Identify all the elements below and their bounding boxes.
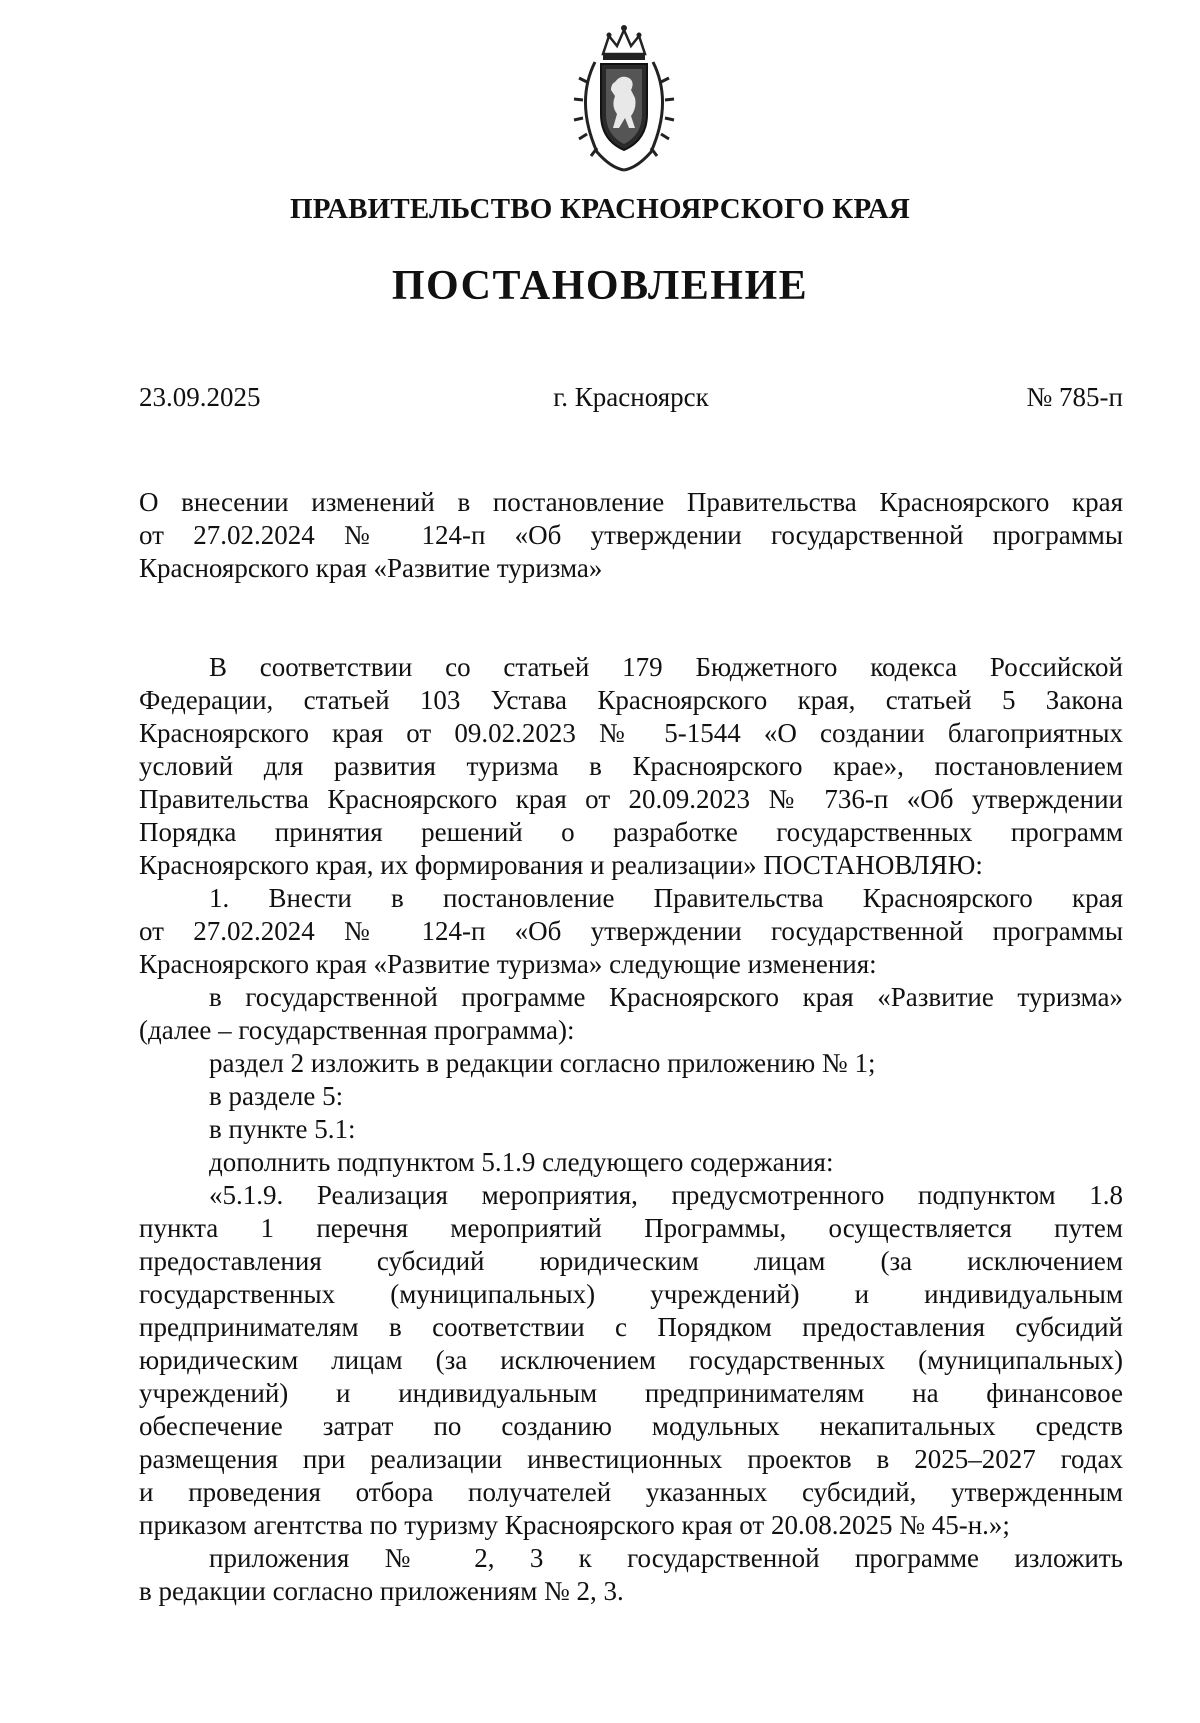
document-date: 23.09.2025: [139, 382, 261, 412]
body-line: приложения № 2, 3 к государственной программе изложить: [209, 1543, 1123, 1573]
body-line: государственных (муниципальных) учреждений) и индивидуальным: [139, 1279, 1123, 1309]
body-line: пункта 1 перечня мероприятий Программы, осуществляется путем: [139, 1213, 1123, 1243]
body-line: дополнить подпунктом 5.1.9 следующего содержания:: [209, 1147, 834, 1177]
subject-line: Красноярского края «Развитие туризма»: [139, 553, 603, 583]
organization-title: ПРАВИТЕЛЬСТВО КРАСНОЯРСКОГО КРАЯ: [289, 193, 911, 225]
body-line: Красноярского края от 09.02.2023 № 5-1544 «О создании благоприятных: [139, 718, 1123, 748]
body-line: Правительства Красноярского края от 20.09.2023 № 736-п «Об утверждении: [139, 784, 1123, 814]
subject-line: от 27.02.2024 № 124-п «Об утверждении государственной программы: [139, 520, 1123, 550]
body-line: «5.1.9. Реализация мероприятия, предусмотренного подпунктом 1.8: [209, 1180, 1123, 1210]
document-number: № 785-п: [1026, 382, 1123, 412]
subject-line: О внесении изменений в постановление Правительства Красноярского края: [139, 487, 1123, 517]
body-line: Красноярского края «Развитие туризма» следующие изменения:: [139, 949, 877, 979]
document-type: ПОСТАНОВЛЕНИЕ: [391, 263, 809, 309]
body-line: и проведения отбора получателей указанных субсидий, утвержденным: [139, 1477, 1123, 1507]
body-line: юридическим лицам (за исключением государственных (муниципальных): [139, 1345, 1123, 1375]
body-line: размещения при реализации инвестиционных проектов в 2025–2027 годах: [139, 1444, 1123, 1474]
body-line: Красноярского края, их формирования и реализации» ПОСТАНОВЛЯЮ:: [139, 850, 983, 880]
document-body: [139, 651, 1123, 1608]
document-city: г. Красноярск: [553, 382, 709, 412]
coat-of-arms-icon: [565, 22, 683, 172]
body-line: предоставления субсидий юридическим лицам (за исключением: [139, 1246, 1123, 1276]
body-line: Федерации, статьей 103 Устава Красноярского края, статьей 5 Закона: [139, 685, 1123, 715]
body-line: В соответствии со статьей 179 Бюджетного кодекса Российской: [209, 652, 1123, 682]
document-subject: [139, 486, 1123, 585]
body-line: в государственной программе Красноярского края «Развитие туризма»: [209, 982, 1123, 1012]
body-line: обеспечение затрат по созданию модульных некапитальных средств: [139, 1411, 1123, 1441]
body-line: предпринимателям в соответствии с Порядком предоставления субсидий: [139, 1312, 1123, 1342]
body-line: Порядка принятия решений о разработке государственных программ: [139, 817, 1123, 847]
body-line: учреждений) и индивидуальным предпринимателям на финансовое: [139, 1378, 1123, 1408]
body-line: в пункте 5.1:: [209, 1114, 356, 1144]
body-line: в разделе 5:: [209, 1081, 344, 1111]
body-line: в редакции согласно приложениям № 2, 3.: [139, 1576, 624, 1606]
body-line: раздел 2 изложить в редакции согласно приложению № 1;: [209, 1048, 876, 1078]
body-line: 1. Внести в постановление Правительства Красноярского края: [209, 883, 1123, 913]
body-line: условий для развития туризма в Красноярского крае», постановлением: [139, 751, 1123, 781]
document-meta: [139, 382, 1123, 416]
body-line: приказом агентства по туризму Красноярского края от 20.08.2025 № 45-н.»;: [139, 1510, 1010, 1540]
body-line: от 27.02.2024 № 124-п «Об утверждении государственной программы: [139, 916, 1123, 946]
body-line: (далее – государственная программа):: [139, 1015, 575, 1045]
